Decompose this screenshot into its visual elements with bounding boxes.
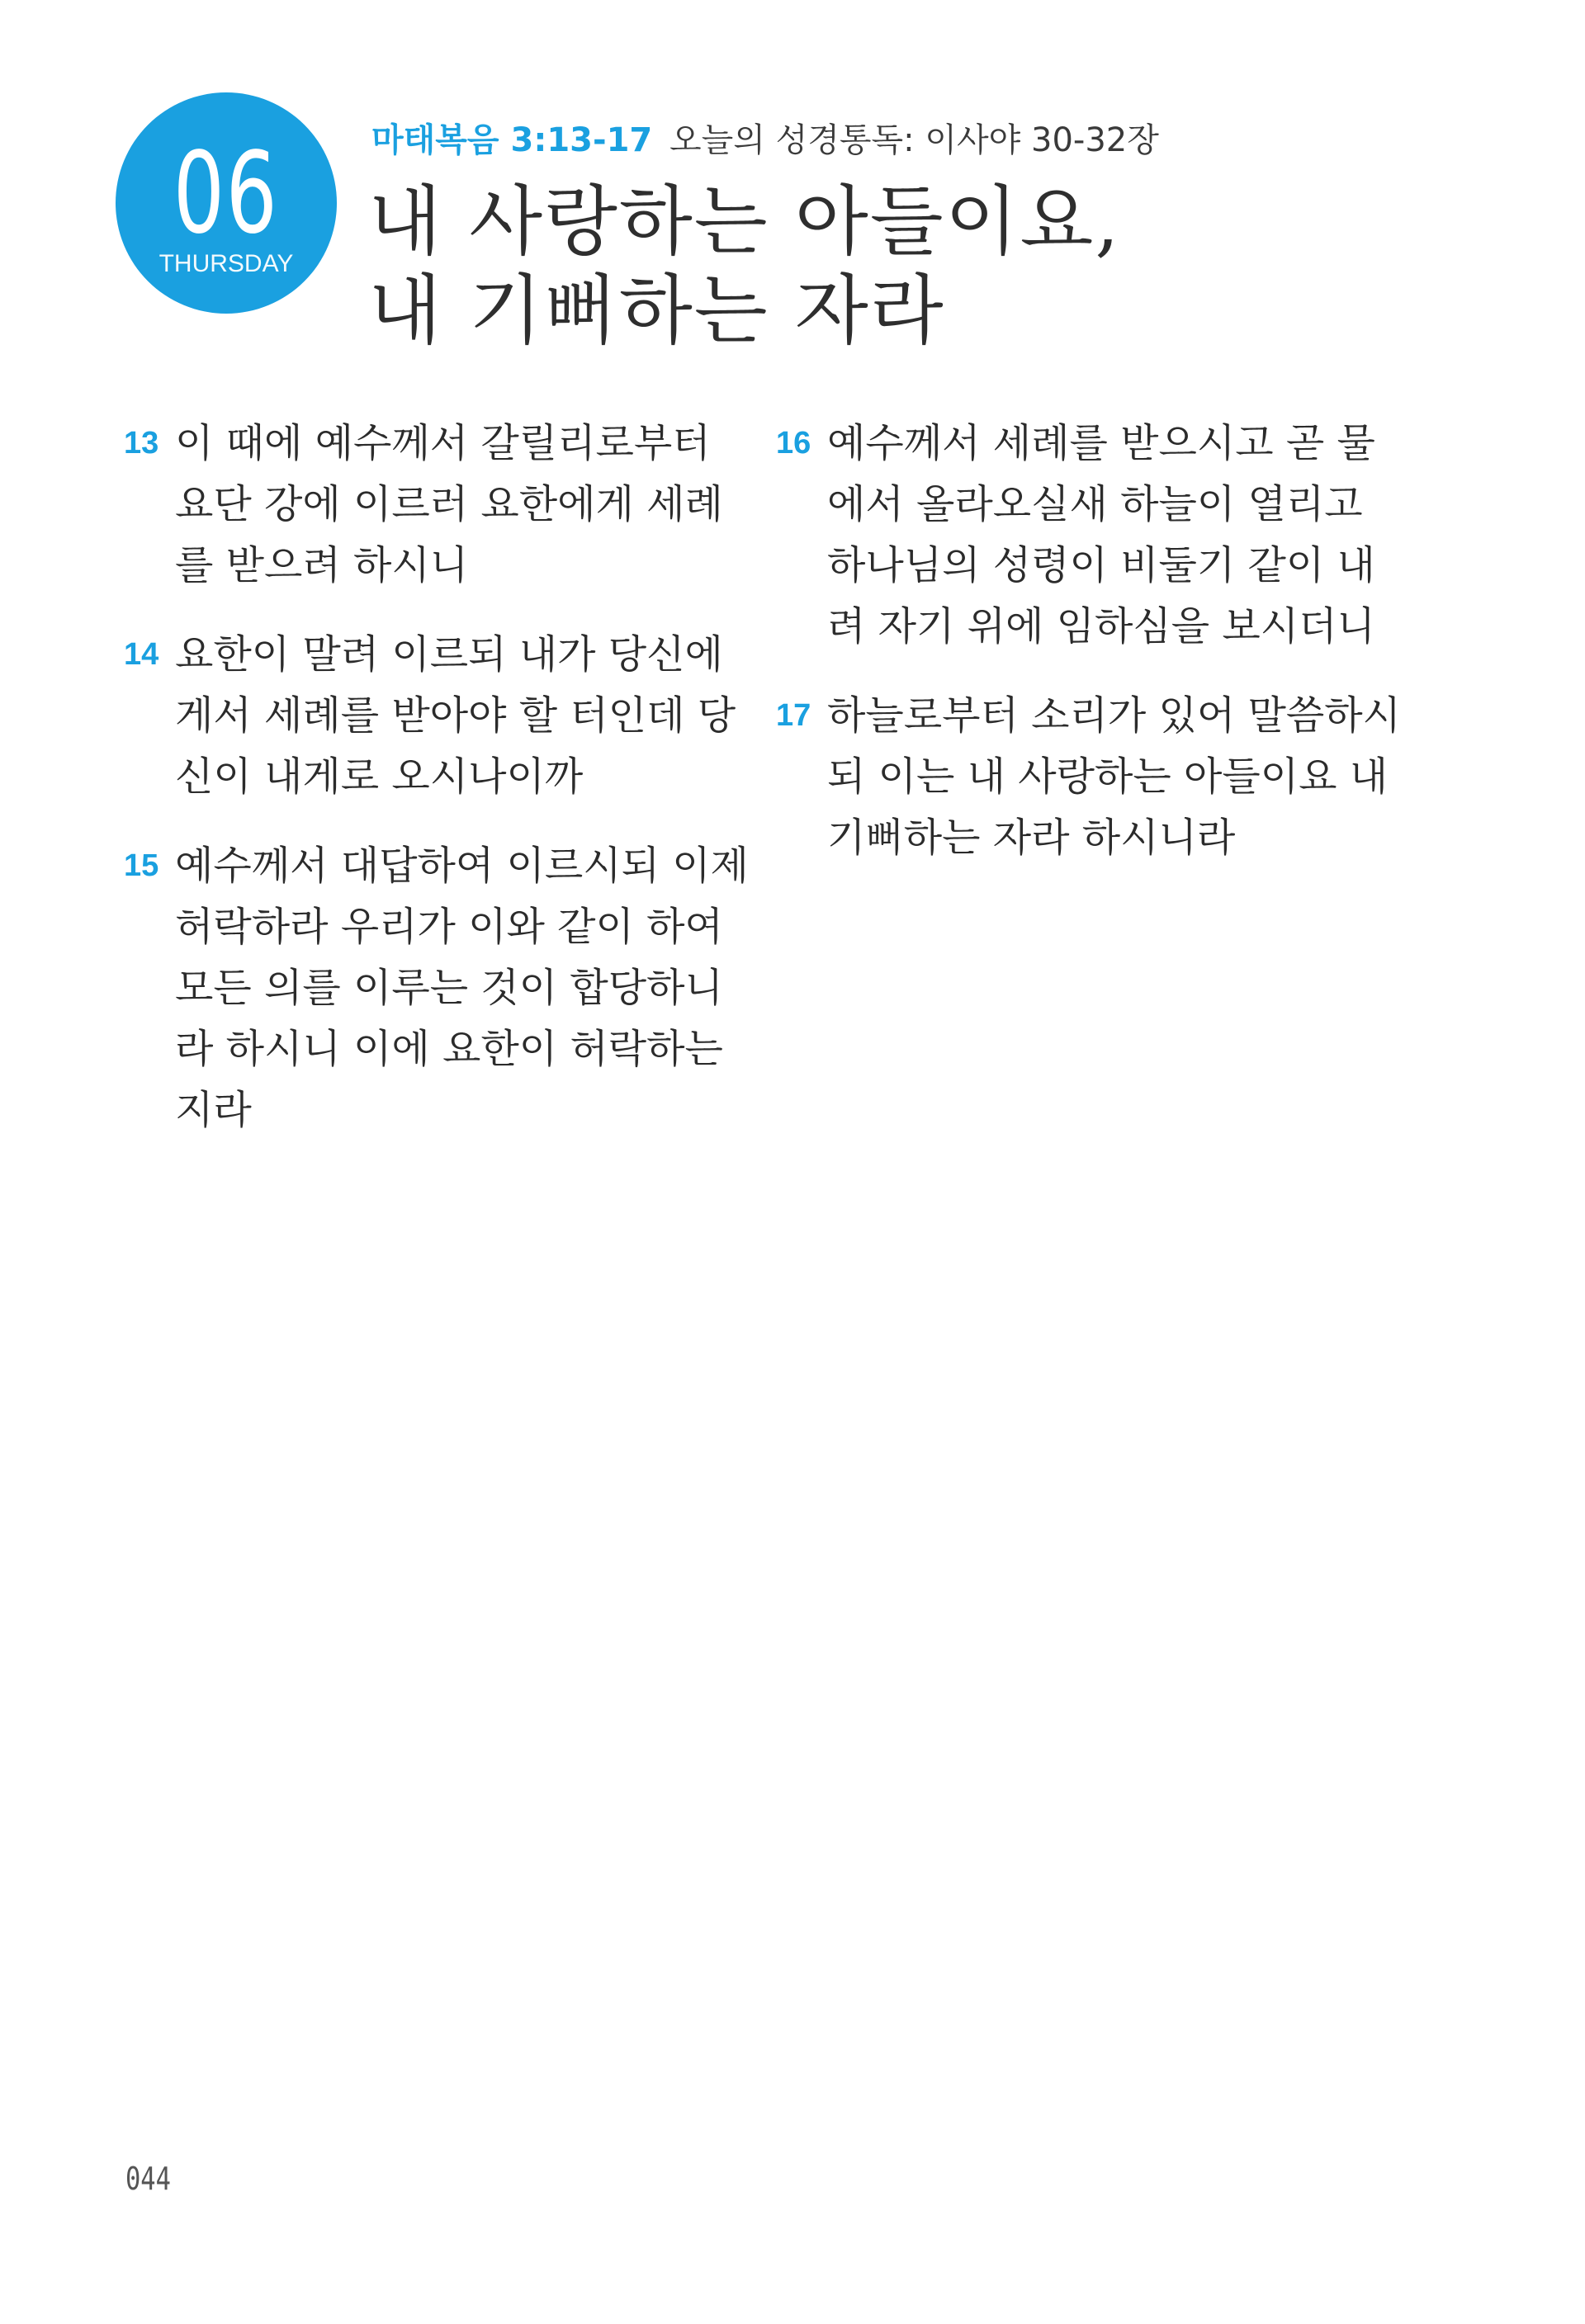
verse-text-line: 기뻐하는 자라 하시니라	[827, 815, 1236, 861]
verse-text-line: 를 받으려 하시니	[175, 542, 469, 588]
verse-15	[124, 835, 751, 1141]
title-line-1: 내 사랑하는 아들이요,	[368, 177, 1121, 266]
verse-16	[776, 413, 1403, 657]
passage-header	[371, 121, 1159, 159]
title-line-2: 내 기뻐하는 자라	[368, 267, 945, 355]
day-name: THURSDAY	[158, 250, 294, 277]
verse-number: 13	[124, 426, 159, 461]
verse-text-line: 라 하시니 이에 요한이 허락하는	[175, 1026, 723, 1072]
verse-text-line: 지라	[175, 1087, 252, 1133]
day-badge	[116, 92, 337, 314]
verse-text-line: 하나님의 성령이 비둘기 같이 내	[827, 542, 1375, 588]
verse-number: 14	[124, 637, 159, 672]
verse-text-line: 려 자기 위에 임하심을 보시더니	[827, 603, 1375, 649]
verse-text-line: 신이 내게로 오시나이까	[175, 753, 584, 800]
verse-text-line: 이 때에 예수께서 갈릴리로부터	[175, 420, 711, 466]
verse-text-line: 모든 의를 이루는 것이 합당하니	[175, 965, 723, 1011]
verse-number: 15	[124, 848, 159, 883]
verse-column-left	[124, 413, 751, 1169]
page-number: 044	[125, 2161, 171, 2197]
verse-text-line: 게서 세례를 받아야 할 터인데 당	[175, 692, 736, 739]
day-number: 06	[173, 129, 279, 259]
verse-text-line: 에서 올라오실새 하늘이 열리고	[827, 481, 1363, 527]
verse-text-line: 예수께서 세례를 받으시고 곧 물	[827, 420, 1375, 466]
verse-17	[776, 685, 1403, 868]
passage-reference: 마태복음 3:13-17	[371, 121, 653, 159]
verse-text-line: 예수께서 대답하여 이르시되 이제	[175, 843, 749, 889]
page-title	[368, 177, 1121, 356]
verse-text-line: 허락하라 우리가 이와 같이 하여	[175, 904, 723, 950]
verse-text-line: 요단 강에 이르러 요한에게 세례	[175, 481, 723, 527]
verse-text-line: 하늘로부터 소리가 있어 말씀하시	[827, 692, 1401, 739]
daily-reading-label: 오늘의 성경통독: 이사야 30-32장	[669, 121, 1159, 159]
verse-14	[124, 624, 751, 807]
verse-text-line: 되 이는 내 사랑하는 아들이요 내	[827, 753, 1389, 800]
verse-text-line: 요한이 말려 이르되 내가 당신에	[175, 631, 723, 678]
verse-13	[124, 413, 751, 596]
verse-number: 17	[776, 698, 811, 733]
verse-column-right	[776, 413, 1403, 896]
verse-number: 16	[776, 426, 811, 461]
